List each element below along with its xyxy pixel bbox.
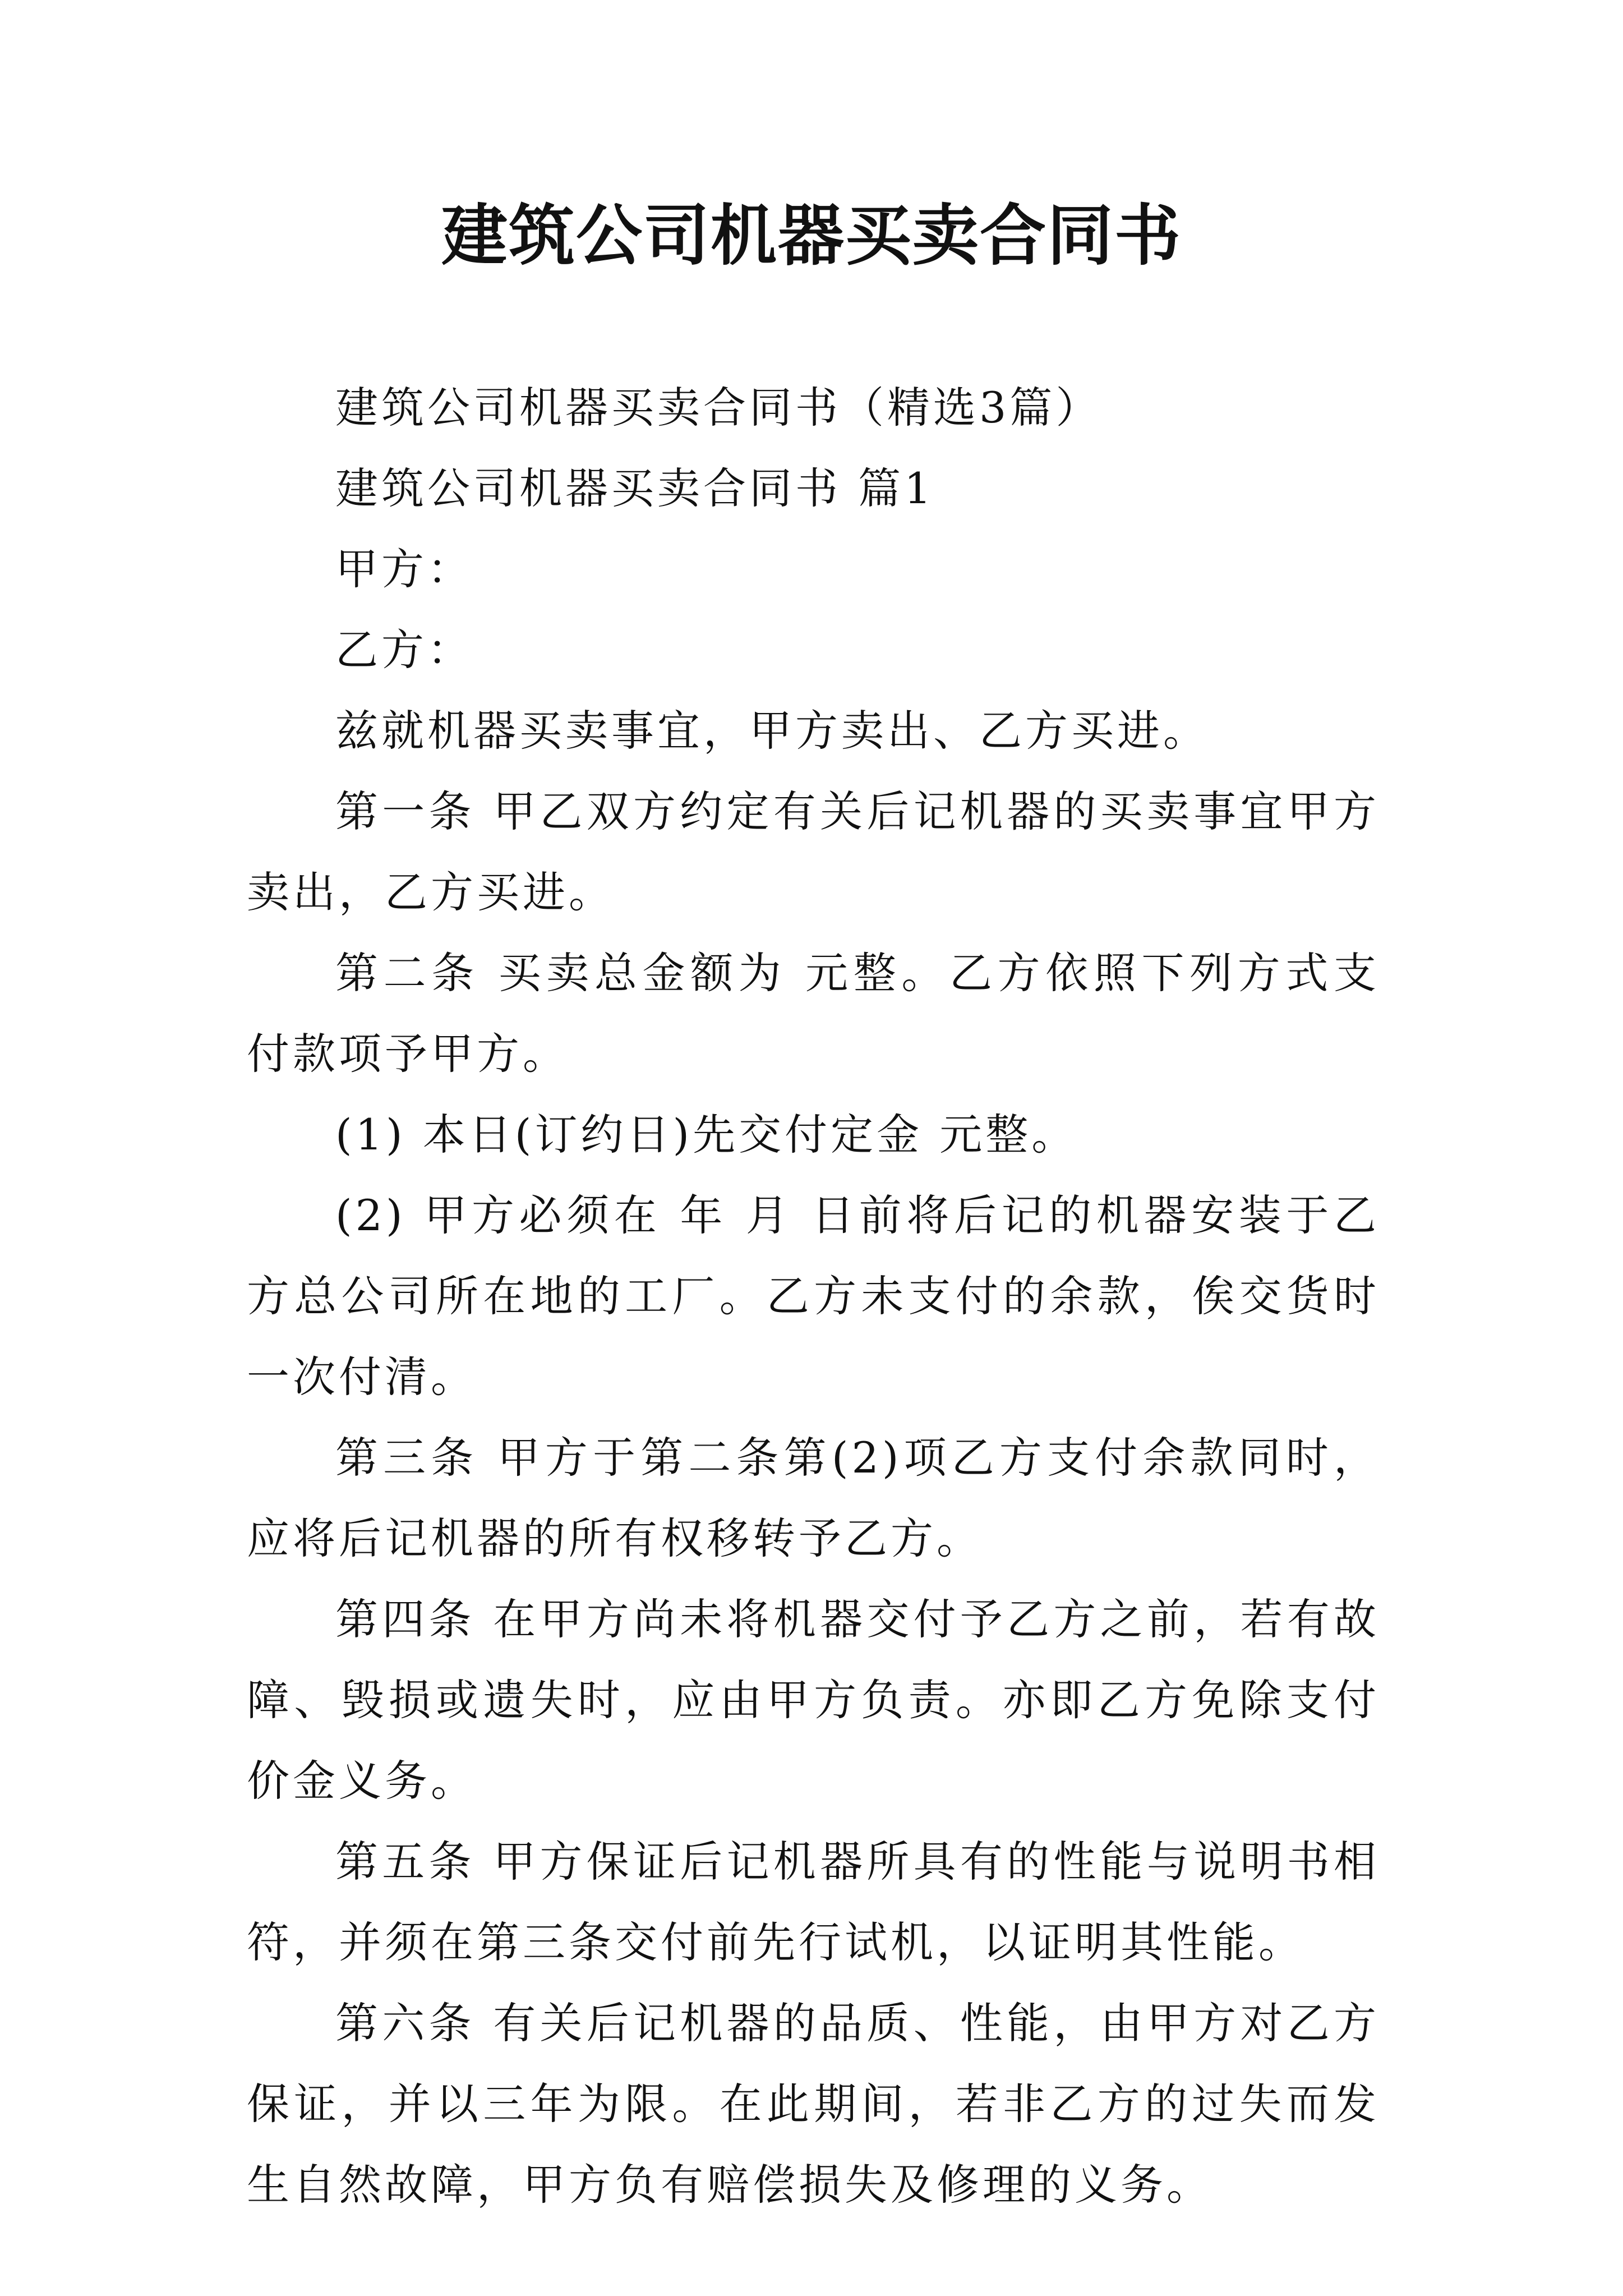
paragraph-party-a: 甲方： <box>335 544 473 594</box>
paragraph-article-3: 第三条 甲方于第二条第(2)项乙方支付余款同时，应将后记机器的所有权移转予乙方。 <box>247 1433 1380 1563</box>
paragraph-section-heading: 建筑公司机器买卖合同书 篇1 <box>335 463 935 513</box>
paragraph-article-6: 第六条 有关后记机器的品质、性能，由甲方对乙方保证，并以三年为限。在此期间，若非乙方的过失而发生自然故障，甲方负有赔偿损失及修理的义务。 <box>247 1998 1380 2210</box>
paragraph-article-1: 第一条 甲乙双方约定有关后记机器的买卖事宜甲方卖出，乙方买进。 <box>247 786 1380 917</box>
paragraph-preamble: 兹就机器买卖事宜，甲方卖出、乙方买进。 <box>335 706 1209 756</box>
document-title: 建筑公司机器买卖合同书 <box>441 196 1182 274</box>
paragraph-subtitle: 建筑公司机器买卖合同书（精选3篇） <box>335 383 1102 432</box>
paragraph-article-2: 第二条 买卖总金额为 元整。乙方依照下列方式支付款项予甲方。 <box>247 948 1380 1079</box>
paragraph-article-4: 第四条 在甲方尚未将机器交付予乙方之前，若有故障、毁损或遗失时，应由甲方负责。亦即乙方免除支付价金义务。 <box>247 1594 1380 1806</box>
paragraph-article-5: 第五条 甲方保证后记机器所具有的性能与说明书相符，并须在第三条交付前先行试机，以证明其性能。 <box>247 1837 1380 1967</box>
paragraph-party-b: 乙方： <box>335 625 473 675</box>
paragraph-article-2-item-2: (2) 甲方必须在 年 月 日前将后记的机器安装于乙方总公司所在地的工厂。乙方未支付的余款，俟交货时一次付清。 <box>247 1190 1380 1402</box>
document-body <box>247 367 1380 2225</box>
paragraph-article-2-item-1: (1) 本日(订约日)先交付定金 元整。 <box>335 1110 1078 1159</box>
